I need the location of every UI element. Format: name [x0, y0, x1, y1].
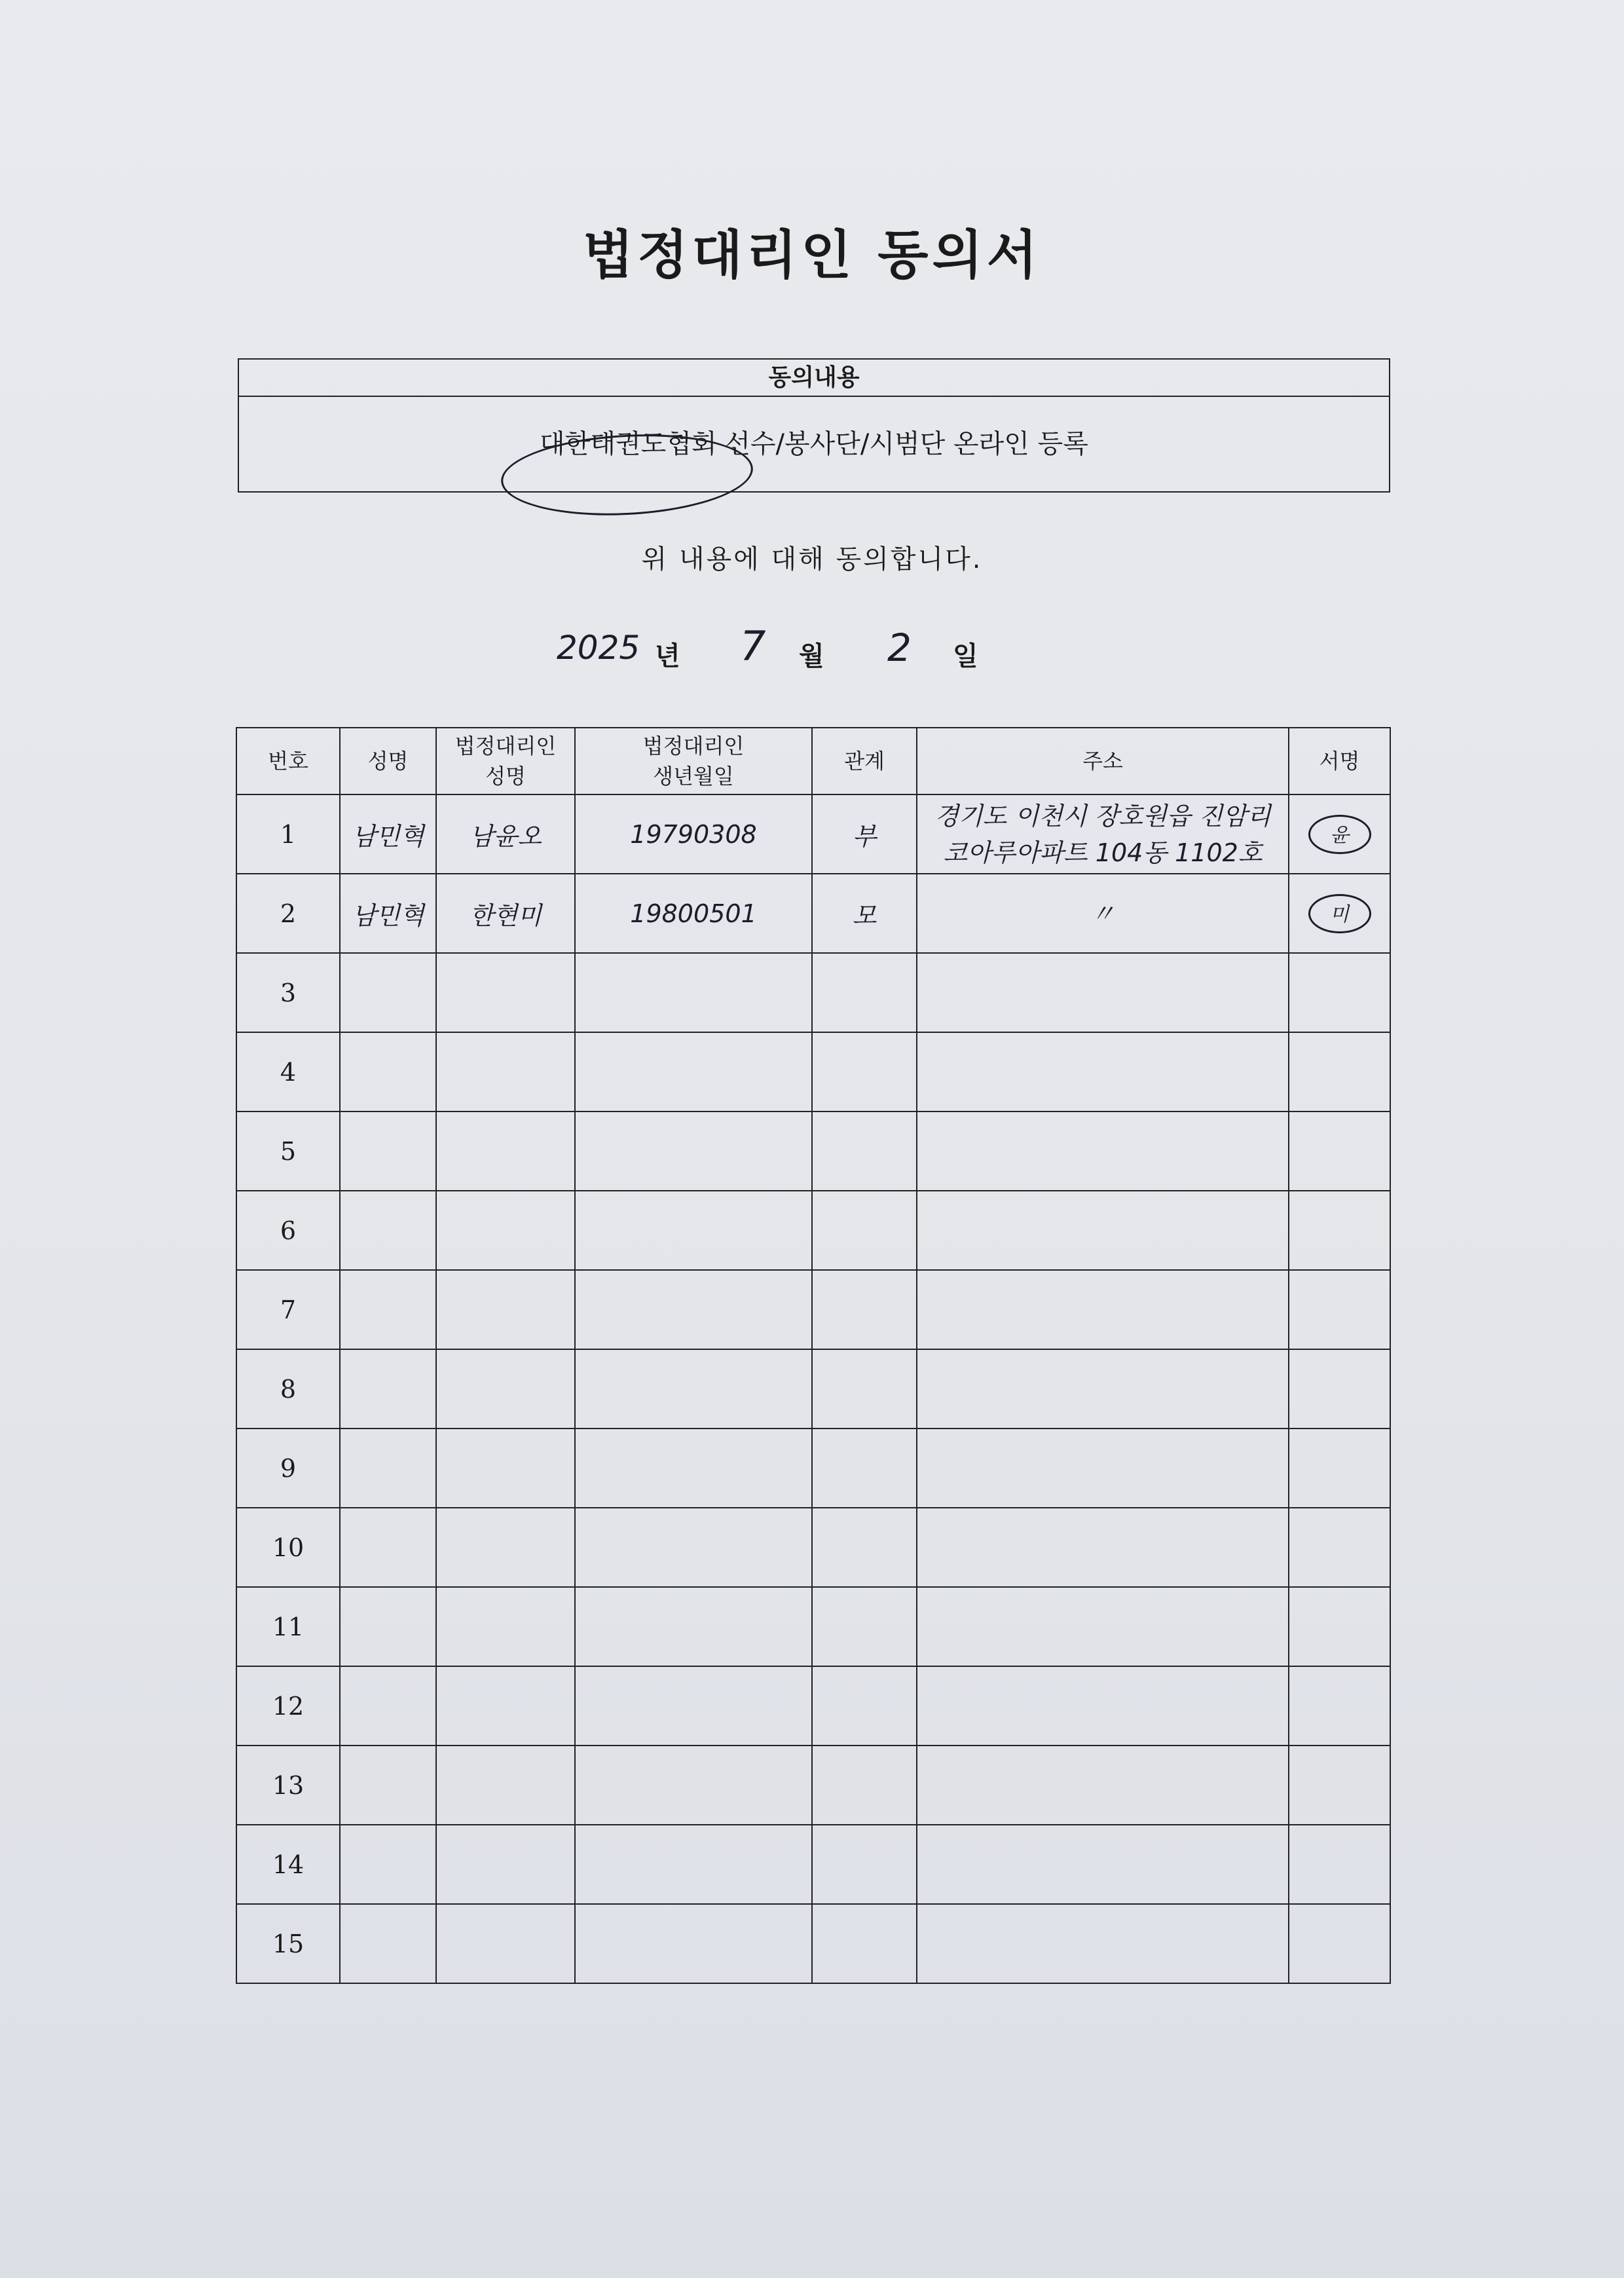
cell-address [917, 1349, 1289, 1428]
cell-relation [812, 1111, 917, 1191]
table-header-row [236, 728, 1390, 794]
header-no: 번호 [236, 728, 340, 794]
cell-relation [812, 1349, 917, 1428]
cell-address [917, 874, 1289, 953]
agree-statement: 위 내용에 대해 동의합니다. [641, 544, 983, 574]
cell-guardian-name [436, 953, 575, 1032]
row-number: 3 [236, 953, 340, 1032]
year-label: 년 [655, 641, 680, 671]
cell-guardian-name [436, 1111, 575, 1191]
address-line-2: 코아루아파트 104동 1102호 [943, 838, 1263, 867]
cell-signature [1289, 1904, 1390, 1983]
cell-guardian-name [436, 1825, 575, 1904]
row-number: 12 [236, 1666, 340, 1746]
table-row [236, 1270, 1390, 1349]
table-row [236, 953, 1390, 1032]
cell-guardian-birth [575, 1508, 812, 1587]
cell-signature [1289, 1270, 1390, 1349]
date-day: 2 [887, 626, 912, 670]
cell-guardian-birth [575, 1904, 812, 1983]
signature-mark: 윤 [1308, 815, 1371, 854]
row-number: 10 [236, 1508, 340, 1587]
table-row [236, 1587, 1390, 1666]
roster-table [236, 727, 1391, 1984]
cell-address [917, 1191, 1289, 1270]
cell-relation: 모 [812, 874, 917, 953]
cell-signature [1289, 1746, 1390, 1825]
cell-address [917, 1508, 1289, 1587]
cell-name: 남민혁 [340, 794, 436, 874]
cell-name [340, 1270, 436, 1349]
consent-body [239, 397, 1389, 492]
cell-signature [1289, 1587, 1390, 1666]
consent-box [238, 358, 1390, 493]
handwritten-circle-mark [499, 428, 755, 521]
cell-guardian-name [436, 1428, 575, 1508]
cell-name [340, 1746, 436, 1825]
row-number: 2 [236, 874, 340, 953]
cell-address [917, 1111, 1289, 1191]
date-year: 2025 [557, 629, 640, 667]
cell-name [340, 1508, 436, 1587]
cell-address [917, 1904, 1289, 1983]
cell-guardian-name: 남윤오 [436, 794, 575, 874]
cell-guardian-name [436, 1032, 575, 1111]
cell-signature [1289, 953, 1390, 1032]
cell-guardian-birth [575, 1825, 812, 1904]
cell-guardian-name [436, 1349, 575, 1428]
cell-address [917, 1587, 1289, 1666]
cell-name [340, 1349, 436, 1428]
cell-address [917, 794, 1289, 874]
cell-guardian-birth: 19800501 [575, 874, 812, 953]
cell-signature [1289, 1508, 1390, 1587]
table-row [236, 1746, 1390, 1825]
address-line-1: 〃 [1090, 899, 1115, 928]
cell-guardian-name [436, 1270, 575, 1349]
cell-guardian-name [436, 1508, 575, 1587]
header-signature: 서명 [1289, 728, 1390, 794]
cell-relation [812, 1032, 917, 1111]
cell-guardian-birth [575, 1270, 812, 1349]
table-row [236, 1111, 1390, 1191]
cell-name [340, 1191, 436, 1270]
cell-relation [812, 1428, 917, 1508]
cell-address [917, 1032, 1289, 1111]
cell-relation [812, 1746, 917, 1825]
cell-guardian-birth [575, 953, 812, 1032]
cell-guardian-name [436, 1746, 575, 1825]
table-row [236, 1032, 1390, 1111]
cell-guardian-birth [575, 1032, 812, 1111]
page-title: 법정대리인 동의서 [582, 225, 1042, 286]
row-number: 8 [236, 1349, 340, 1428]
cell-guardian-birth [575, 1111, 812, 1191]
cell-address [917, 1666, 1289, 1746]
cell-guardian-name [436, 1666, 575, 1746]
table-row [236, 1666, 1390, 1746]
cell-signature [1289, 874, 1390, 953]
cell-address [917, 1270, 1289, 1349]
header-address: 주소 [917, 728, 1289, 794]
cell-address [917, 1428, 1289, 1508]
table-row [236, 874, 1390, 953]
row-number: 13 [236, 1746, 340, 1825]
cell-address [917, 1825, 1289, 1904]
table-row [236, 1191, 1390, 1270]
cell-guardian-birth [575, 1428, 812, 1508]
cell-name: 남민혁 [340, 874, 436, 953]
cell-guardian-birth: 19790308 [575, 794, 812, 874]
cell-relation [812, 953, 917, 1032]
cell-address [917, 1746, 1289, 1825]
cell-guardian-name [436, 1904, 575, 1983]
cell-guardian-birth [575, 1349, 812, 1428]
cell-guardian-birth [575, 1746, 812, 1825]
cell-relation [812, 1825, 917, 1904]
cell-guardian-name [436, 1587, 575, 1666]
day-label: 일 [953, 641, 978, 671]
cell-relation [812, 1666, 917, 1746]
cell-guardian-name [436, 1191, 575, 1270]
cell-name [340, 1666, 436, 1746]
table-row [236, 1904, 1390, 1983]
table-row [236, 1428, 1390, 1508]
consent-header: 동의내용 [239, 360, 1389, 397]
cell-name [340, 1587, 436, 1666]
header-relation: 관계 [812, 728, 917, 794]
row-number: 14 [236, 1825, 340, 1904]
cell-signature [1289, 1349, 1390, 1428]
cell-signature [1289, 1825, 1390, 1904]
address-line-1: 경기도 이천시 장호원읍 진암리 [934, 801, 1271, 831]
row-number: 1 [236, 794, 340, 874]
cell-address [917, 953, 1289, 1032]
date-line [0, 622, 1624, 681]
cell-signature [1289, 1032, 1390, 1111]
table-row [236, 1508, 1390, 1587]
cell-relation [812, 1904, 917, 1983]
cell-signature [1289, 1111, 1390, 1191]
roster-body [236, 794, 1390, 1983]
cell-signature [1289, 1666, 1390, 1746]
cell-name [340, 1428, 436, 1508]
cell-name [340, 953, 436, 1032]
cell-guardian-birth [575, 1587, 812, 1666]
month-label: 월 [799, 641, 824, 671]
row-number: 4 [236, 1032, 340, 1111]
row-number: 9 [236, 1428, 340, 1508]
cell-name [340, 1111, 436, 1191]
cell-signature [1289, 1191, 1390, 1270]
row-number: 15 [236, 1904, 340, 1983]
row-number: 6 [236, 1191, 340, 1270]
cell-name [340, 1904, 436, 1983]
cell-relation [812, 1508, 917, 1587]
table-row [236, 1349, 1390, 1428]
header-guardian-birth: 법정대리인 생년월일 [575, 728, 812, 794]
consent-text: 대한태권도협회 선수/봉사단/시범단 온라인 등록 [540, 429, 1088, 459]
cell-guardian-birth [575, 1191, 812, 1270]
row-number: 5 [236, 1111, 340, 1191]
cell-name [340, 1032, 436, 1111]
header-name: 성명 [340, 728, 436, 794]
table-row [236, 1825, 1390, 1904]
cell-relation [812, 1191, 917, 1270]
signature-mark: 미 [1308, 894, 1371, 933]
header-guardian-name: 법정대리인 성명 [436, 728, 575, 794]
row-number: 7 [236, 1270, 340, 1349]
cell-name [340, 1825, 436, 1904]
row-number: 11 [236, 1587, 340, 1666]
cell-relation [812, 1587, 917, 1666]
cell-relation: 부 [812, 794, 917, 874]
cell-guardian-name: 한현미 [436, 874, 575, 953]
table-row [236, 794, 1390, 874]
cell-signature [1289, 1428, 1390, 1508]
date-month: 7 [740, 622, 766, 670]
cell-relation [812, 1270, 917, 1349]
cell-guardian-birth [575, 1666, 812, 1746]
cell-signature [1289, 794, 1390, 874]
